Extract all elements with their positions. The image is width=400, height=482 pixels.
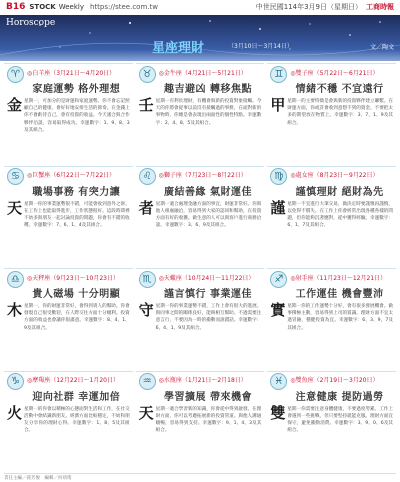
sign-theme: 學習擴展 帶來機會 (164, 391, 252, 403)
sign-theme: 注意健康 提防過勞 (295, 391, 384, 403)
sign-key-character: 壬 (138, 96, 154, 114)
sign-card-virgo (267, 166, 396, 267)
sign-theme: 迎向社群 幸運加倍 (32, 391, 121, 403)
sign-key-character: 木 (7, 301, 23, 319)
sign-key-character: 謹 (270, 198, 286, 217)
sign-card-aquarius (136, 371, 265, 472)
sign-name: ◎天蠍座（10月24日～11月22日） (158, 274, 255, 282)
sign-text: 星期一你的事業運勢不錯，工作上會有很大的進展。與同事之間的關係良好，能夠相互幫助。不過需要注意言行，不要因為一時的衝動而說錯話。幸運數字：6、4、1、9及其組合。 (155, 304, 262, 331)
horoscope-banner (0, 15, 400, 61)
author-credit: 文／陶文 (369, 44, 394, 51)
sign-text: 星期一不宜進行大筆交易，做決定時要謹慎再謹慎，以免得不償失。在工作上你會經常出現各種各樣的問題，但你能夠沉著應對，從中獲得經驗。幸運數字：6、1、7及其組合。 (287, 201, 393, 229)
sign-name: ◎水瓶座（1月21日～2月18日） (158, 377, 247, 384)
sign-theme: 謹慎理財 絕財為先 (295, 186, 384, 198)
sign-card-aries (4, 63, 133, 164)
sign-text: 星期一有利於理財，有機會與新的投資對象接觸。今天的你將會從事以前沒有接觸過的事務，在面對新的事物時，你總是會表現出兩面性的個性特點。幸運數字：2、4、8、5及其組合。 (155, 99, 262, 126)
page-header (0, 0, 400, 14)
sign-card-gemini (267, 63, 396, 164)
sign-card-taurus (136, 63, 265, 164)
capricorn-icon: ♑ (7, 373, 24, 390)
brand-name: STOCK (29, 3, 56, 11)
sign-theme: 廣結善緣 氣財運佳 (164, 186, 252, 198)
sign-name: ◎雙子座（5月22日～6月21日） (290, 69, 379, 77)
sign-key-character: 甲 (270, 96, 286, 114)
sign-key-character: 火 (7, 403, 23, 422)
sign-key-character: 金 (7, 96, 23, 114)
date-range: （3月10日～3月14日） (228, 43, 293, 50)
sign-name: ◎射手座（11月23日～12月21日） (290, 274, 387, 282)
sign-text: 星期一，可加分的是財運和家庭運勢。你不會忘記照顧自己的健康，會好好地安排生活的節奏。在金錢上你不會虧待自己，會有投資的收益。今天適合與合作夥伴洽談，容易取得成功。幸運數字：1、9、8、3及其組合。 (24, 99, 130, 133)
sign-theme: 工作運佳 機會豐沛 (295, 289, 384, 300)
sign-text: 星期一你的事業運勢很不錯，可能會收到意外之財。在工作上也能取得進步，工作狀態很好。這段時間裡不妨多與朋友一起討論投資的問題，你會有不錯的收穫。幸運數字：7、6、1、4及其組合。 (24, 201, 130, 229)
sign-key-character: 雙 (270, 403, 286, 422)
virgo-icon: ♍ (270, 168, 287, 185)
libra-icon: ♎ (7, 271, 24, 288)
sign-name: ◎獅子座（7月23日～8月22日） (158, 172, 247, 179)
sign-key-character: 天 (7, 198, 23, 217)
sign-card-sagittarius (267, 268, 396, 369)
sign-card-libra (4, 268, 133, 369)
sign-key-character: 實 (270, 301, 286, 319)
sign-name: ◎天秤座（9月23日～10月23日） (27, 274, 119, 282)
issue-date: 中世民國114年3月9日（星期日） (255, 3, 362, 11)
sign-theme: 謹言慎行 事業運佳 (164, 289, 252, 300)
paper-logo: 工商時報 (366, 3, 394, 11)
pisces-icon: ♓ (270, 373, 287, 390)
section-label: Horoscope (6, 18, 56, 28)
sign-text: 星期一適合處理金融方面的事宜，財運非常好。你與他人相處融洽，容易得到大家的認同和幫助，在投資方面有好的收獲。做生意的人可以與客戶進行商務洽談。幸運數字：3、6、9及其組合。 (155, 201, 262, 229)
gemini-icon: ♊ (270, 66, 287, 83)
sign-text: 星期一適合學習新的知識，你會從中得到啟發。在理財方面，你可以考慮拓展新的投資管道。與他人溝通順暢，容易得到支持。幸運數字：9、1、4、3及其組合。 (155, 406, 262, 434)
sign-name: ◎巨蟹座（6月22日～7月22日） (27, 172, 116, 179)
aquarius-icon: ♒ (139, 373, 156, 390)
sign-theme: 趣吉避凶 轉移焦點 (164, 84, 252, 95)
sign-text: 星期一的主要特徵是會與新的投資夥伴建立聯繫。在財運方面，你或許會收到意想不到的資金。不要把太多的期望放在物質上。幸運數字：3、7、1、9及其組合。 (287, 99, 393, 126)
sign-card-leo (136, 166, 265, 267)
sign-card-capricorn (4, 371, 133, 472)
sign-name: ◎處女座（8月23日～9月22日） (290, 172, 379, 179)
brand-weekly: Weekly (58, 3, 84, 11)
site-url[interactable]: https://stee.com.tw (90, 3, 158, 11)
leo-icon: ♌ (139, 168, 156, 185)
sign-theme: 貴人磁場 十分明顯 (32, 289, 121, 300)
sign-text: 星期一你需要注意身體健康，不要過度勞累。工作上會遇到一些挑戰，但只要堅持就能克服。理財方面宜保守，避免衝動消費。幸運數字：3、9、0、6及其組合。 (287, 406, 393, 434)
sign-key-character: 天 (138, 403, 154, 422)
sign-key-character: 守 (138, 301, 154, 319)
horoscope-grid (4, 63, 396, 471)
sign-name: ◎金牛座（4月21日～5月21日） (158, 69, 247, 77)
sign-text: 星期一的你會以積極的心態面對生活和工作，在社交活動中會結識新朋友。經濟方面比較穩定，不妨和朋友分享你的理財心得。幸運數字：1、8、5及其組合。 (24, 406, 130, 434)
sign-name: ◎雙魚座（2月19日～3月20日） (290, 377, 379, 384)
aries-icon: ♈ (7, 66, 24, 83)
sign-text: 星期一你的工作運勢十分好，會有很多發展機會。做事積極主動，容易得到上司的賞識。理財方面不宜太過冒險，穩健投資為宜。幸運數字：6、3、9、7及其組合。 (287, 304, 393, 331)
page-title: 星座理財 (152, 41, 205, 56)
sign-card-scorpio (136, 268, 265, 369)
sign-text: 星期一，你的財運非常好，會得到貴人的幫助。你會發現自己很受歡迎，在人際交往方面十分順利。投資方面的收益也會讓你很滿意。幸運數字：8、4、1、9及其組合。 (24, 304, 130, 331)
sign-name: ◎摩羯座（12月22日～1月20日） (27, 377, 119, 384)
page-footer: 責任主編／孫芳俊 編輯／何靖瑤 (4, 473, 396, 481)
sign-theme: 職場事務 有突力讓 (32, 186, 121, 198)
sign-key-character: 者 (138, 198, 154, 217)
sagittarius-icon: ♐ (270, 271, 287, 288)
taurus-icon: ♉ (139, 66, 156, 83)
sign-theme: 家庭運勢 格外理想 (32, 84, 121, 95)
page-number: B16 (6, 2, 26, 12)
scorpio-icon: ♏ (139, 271, 156, 288)
sign-name: ◎白羊座（3月21日～4月20日） (27, 69, 116, 77)
sign-theme: 情緒不穩 不宜遠行 (295, 84, 384, 95)
cancer-icon: ♋ (7, 168, 24, 185)
sign-card-cancer (4, 166, 133, 267)
sign-card-pisces (267, 371, 396, 472)
